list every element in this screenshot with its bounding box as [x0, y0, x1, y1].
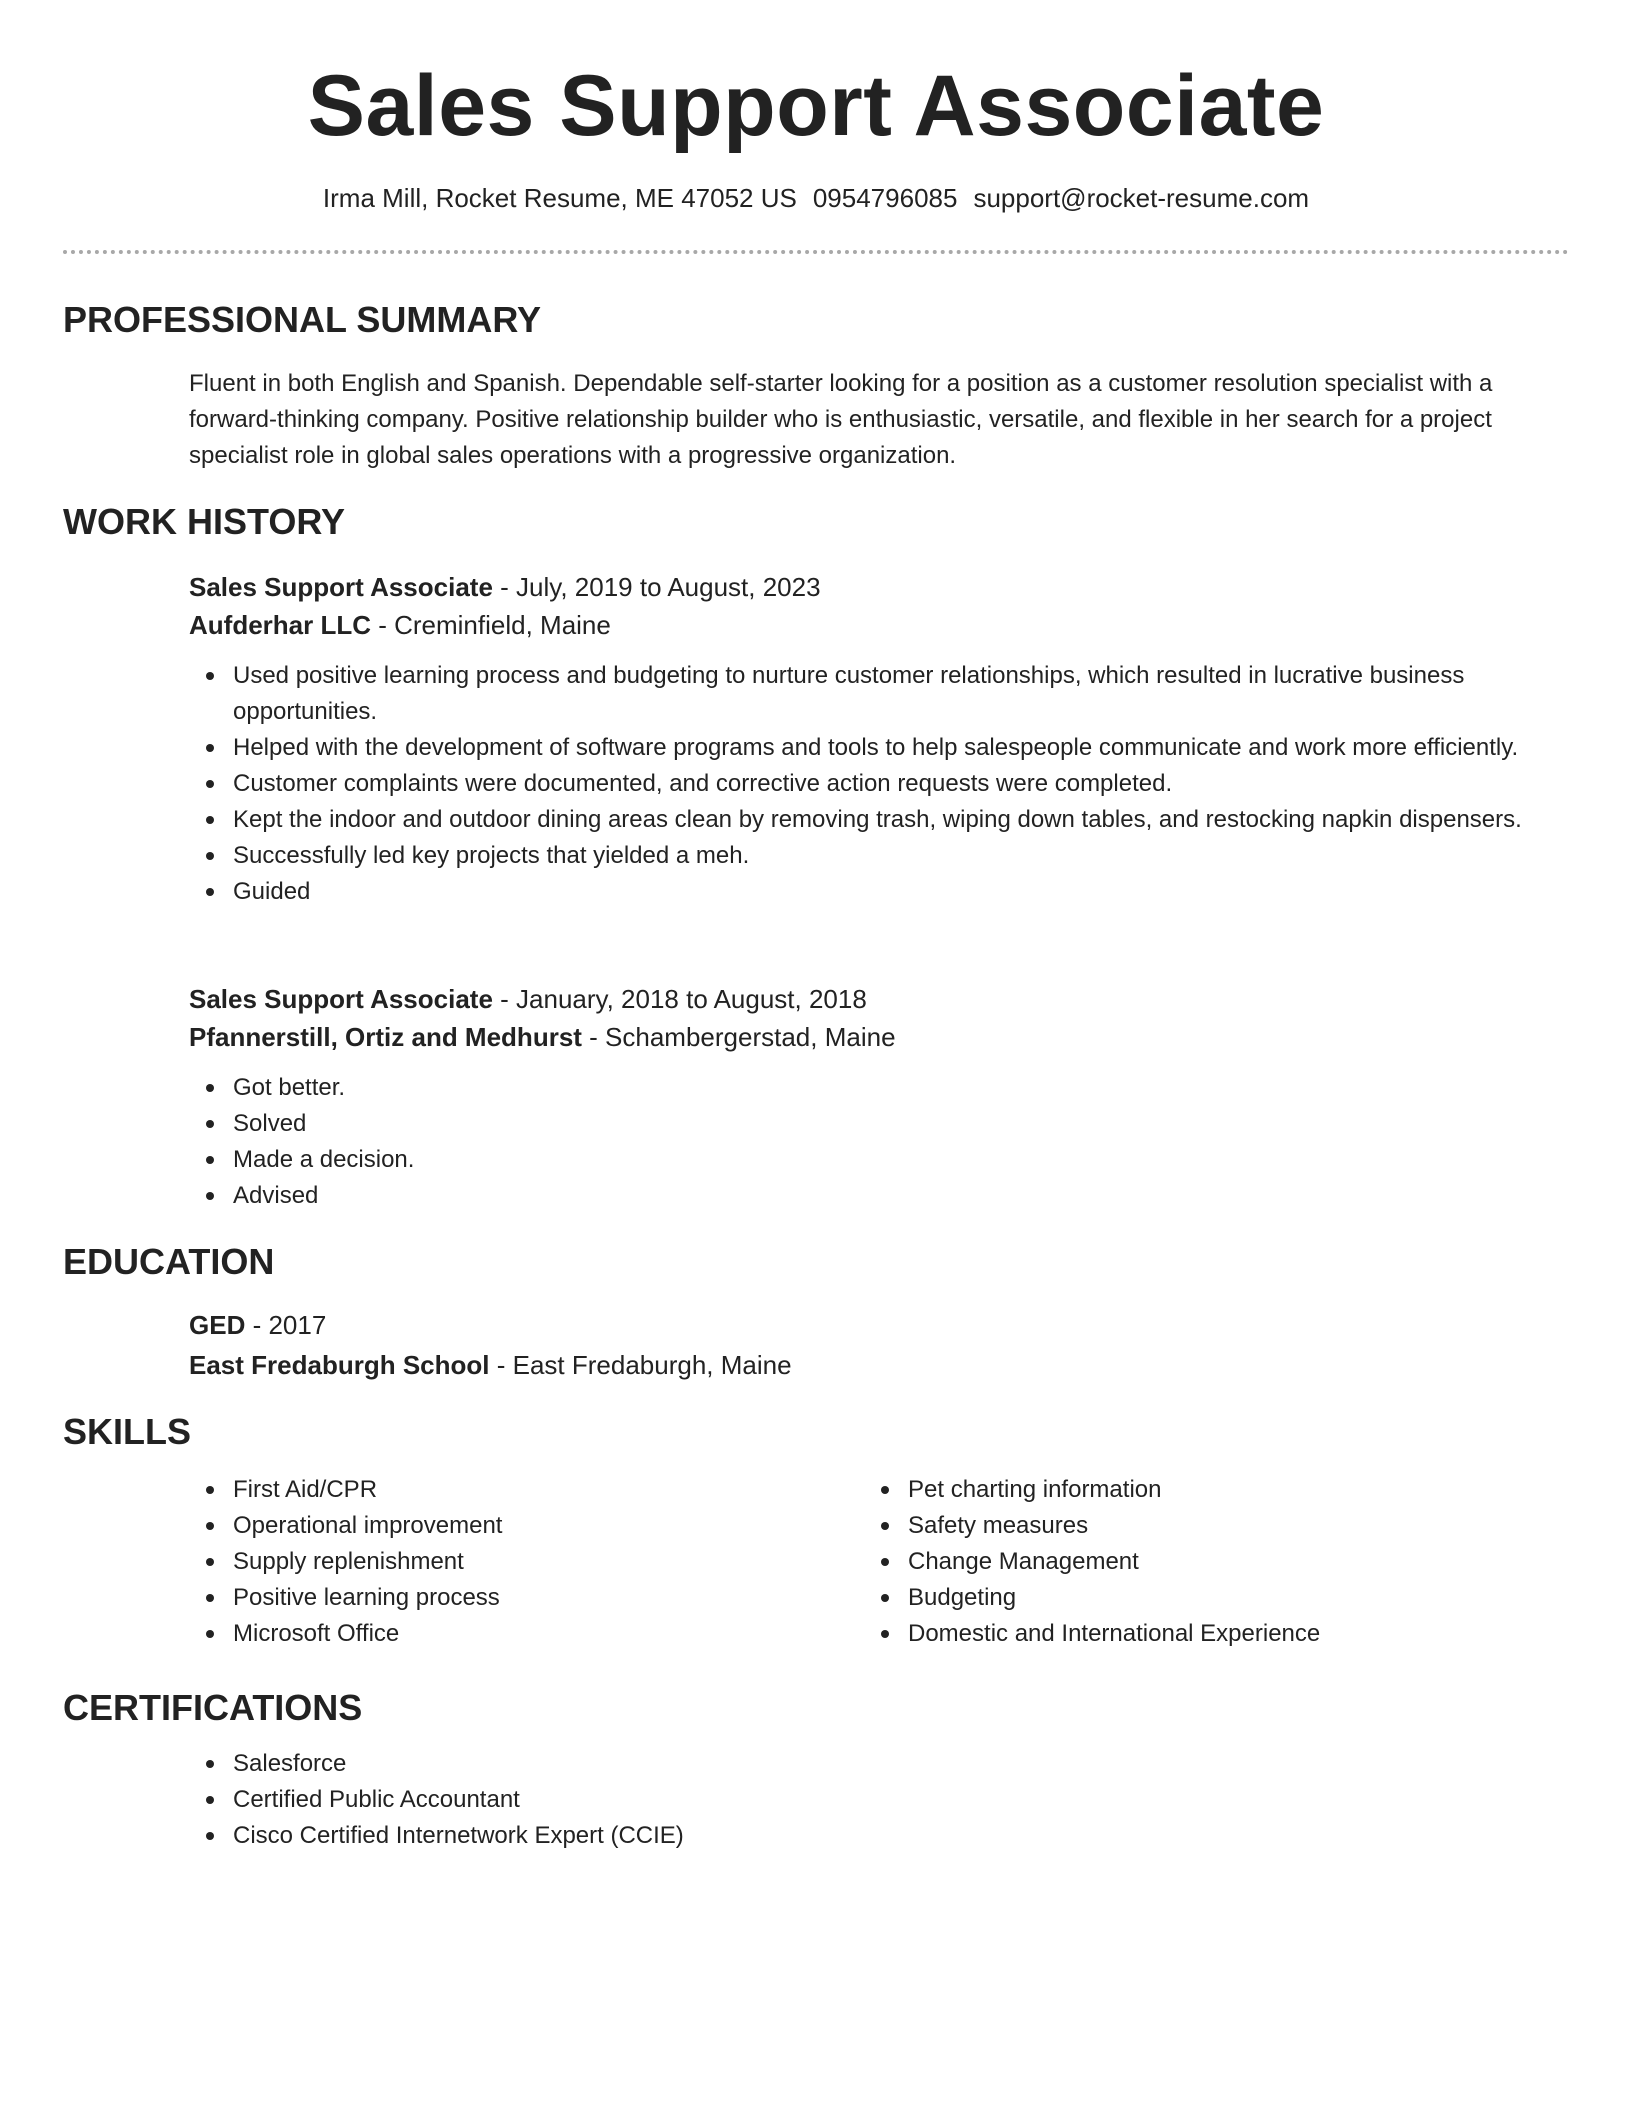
job-bullet: Used positive learning process and budgeting to nurture customer relationships, which resulted in lucrative business opportunities. — [189, 658, 1569, 730]
job-company: Pfannerstill, Ortiz and Medhurst — [189, 1022, 582, 1052]
education-year: - 2017 — [245, 1310, 327, 1340]
education-school-line — [189, 1346, 1569, 1384]
job-location: - Creminfield, Maine — [371, 610, 611, 640]
certification-item: Cisco Certified Internetwork Expert (CCIE) — [189, 1818, 1569, 1854]
job-bullet: Got better. — [189, 1070, 1569, 1106]
skill-item: First Aid/CPR — [189, 1472, 849, 1508]
certification-item: Salesforce — [189, 1746, 1569, 1782]
skills-column-left — [189, 1472, 849, 1652]
skills-list-left — [189, 1472, 849, 1652]
education-entry — [189, 1306, 1569, 1384]
certification-item: Certified Public Accountant — [189, 1782, 1569, 1818]
education-school: East Fredaburgh School — [189, 1350, 490, 1380]
skill-item: Positive learning process — [189, 1580, 849, 1616]
contact-email: support@rocket-resume.com — [973, 183, 1310, 213]
job-company: Aufderhar LLC — [189, 610, 371, 640]
skills-list-right — [864, 1472, 1524, 1652]
job-dates: - January, 2018 to August, 2018 — [492, 984, 867, 1014]
contact-phone: 0954796085 — [812, 183, 958, 213]
certifications-block — [189, 1746, 1569, 1854]
job-location: - Schambergerstad, Maine — [581, 1022, 896, 1052]
job-title-line — [189, 980, 1569, 1018]
job-bullet: Solved — [189, 1106, 1569, 1142]
job-company-line — [189, 1018, 1569, 1056]
job-bullet: Guided — [189, 874, 1569, 910]
job-bullet: Helped with the development of software programs and tools to help salespeople communicate and work more efficiently. — [189, 730, 1569, 766]
skill-item: Domestic and International Experience — [864, 1616, 1524, 1652]
contact-line — [0, 180, 1632, 216]
header-divider — [63, 250, 1569, 254]
certifications-list — [189, 1746, 1569, 1854]
job-role: Sales Support Associate — [189, 572, 493, 602]
job-bullets — [189, 658, 1569, 910]
job-bullets — [189, 1070, 1569, 1214]
section-title-certifications: CERTIFICATIONS — [63, 1687, 363, 1728]
skill-item: Budgeting — [864, 1580, 1524, 1616]
job-entry — [189, 980, 1569, 1214]
summary-text: Fluent in both English and Spanish. Dependable self-starter looking for a position as a customer resolution specialist with a forward-thinking company. Positive relationship builder who is enthusiastic, versatile, and flexible in her search for a project specialist role in global sales operations with a progressive organization. — [189, 370, 1493, 469]
job-bullet: Advised — [189, 1178, 1569, 1214]
resume-name-title: Sales Support Associate — [307, 58, 1325, 154]
job-company-line — [189, 606, 1569, 644]
job-entry — [189, 568, 1569, 910]
section-title-education: EDUCATION — [63, 1241, 275, 1282]
job-bullet: Successfully led key projects that yielded a meh. — [189, 838, 1569, 874]
skill-item: Microsoft Office — [189, 1616, 849, 1652]
section-title-work-history: WORK HISTORY — [63, 501, 346, 542]
skill-item: Supply replenishment — [189, 1544, 849, 1580]
skill-item: Change Management — [864, 1544, 1524, 1580]
contact-address: Irma Mill, Rocket Resume, ME 47052 US — [322, 183, 797, 213]
skill-item: Operational improvement — [189, 1508, 849, 1544]
job-bullet: Kept the indoor and outdoor dining areas clean by removing trash, wiping down tables, and restocking napkin dispensers. — [189, 802, 1569, 838]
skills-column-right — [864, 1472, 1524, 1652]
skill-item: Pet charting information — [864, 1472, 1524, 1508]
skills-grid — [189, 1472, 1569, 1662]
job-dates: - July, 2019 to August, 2023 — [492, 572, 821, 602]
job-bullet: Made a decision. — [189, 1142, 1569, 1178]
skill-item: Safety measures — [864, 1508, 1524, 1544]
job-role: Sales Support Associate — [189, 984, 493, 1014]
job-title-line — [189, 568, 1569, 606]
section-title-summary: PROFESSIONAL SUMMARY — [63, 299, 542, 340]
section-title-skills: SKILLS — [63, 1411, 192, 1452]
education-degree-line — [189, 1306, 1569, 1344]
job-bullet: Customer complaints were documented, and corrective action requests were completed. — [189, 766, 1569, 802]
education-degree: GED — [189, 1310, 246, 1340]
education-location: - East Fredaburgh, Maine — [489, 1350, 792, 1380]
